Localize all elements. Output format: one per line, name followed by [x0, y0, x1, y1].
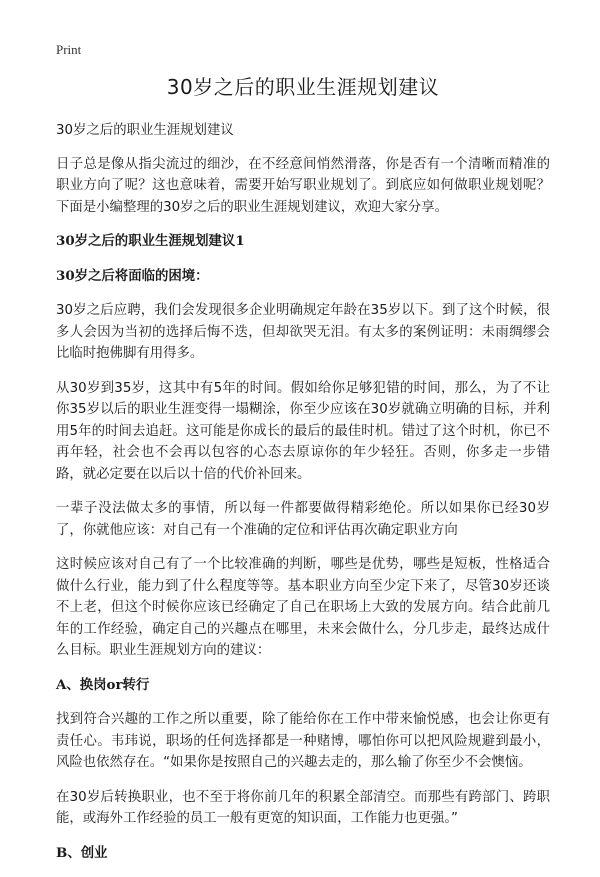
page-title: 30岁之后的职业生涯规划建议 [166, 75, 440, 99]
body-paragraph: 一辈子没法做太多的事情，所以每一件都要做得精彩绝伦。所以如果你已经30岁了，你就他应该：对自己有一个准确的定位和评估再次确定职业方向 [56, 501, 550, 538]
print-label[interactable]: Print [56, 42, 82, 57]
document-page [56, 42, 550, 877]
section-heading: 30岁之后的职业生涯规划建议1 [56, 233, 245, 249]
body-paragraph: 在30岁后转换职业，也不至于将你前几年的积累全部清空。而那些有跨部门、跨职能，或海外工作经验的员工一般有更宽的知识面，工作能力也更强。” [56, 789, 550, 826]
body-paragraph: 从30岁到35岁，这其中有5年的时间。假如给你足够犯错的时间，那么，为了不让你35岁以后的职业生涯变得一塌糊涂，你至少应该在30岁就确立明确的目标，并利用5年的时间去追赶。这可能是你成长的最后的最佳时机。错过了这个时机，你已不再年轻，社会也不会再以包容的心态去原谅你的年少轻狂。否则，你多走一步错路，就必定要在以后以十倍的代价补回来。 [56, 380, 550, 482]
body-paragraph: 这时候应该对自己有了一个比较准确的判断，哪些是优势，哪些是短板，性格适合做什么行业，能力到了什么程度等等。基本职业方向至少定下来了，尽管30岁还谈不上老，但这个时候你应该已经确定了自己在职场上大致的发展方向。结合此前几年的工作经验，确定自己的兴趣点在哪里，未来会做什么，分几步走，最终达成什么目标。职业生涯规划方向的建议： [56, 557, 550, 658]
subsection-heading-a: A、换岗or转行 [56, 676, 150, 693]
intro-paragraph: 日子总是像从指尖流过的细沙，在不经意间悄然滑落，你是否有一个清晰而精准的职业方向了呢？这也意味着，需要开始写职业规划了。到底应如何做职业规划呢？下面是小编整理的30岁之后的职业生涯规划建议，欢迎大家分享。 [56, 156, 550, 215]
body-paragraph: 30岁之后应聘，我们会发现很多企业明确规定年龄在35岁以下。到了这个时候，很多人会因为当初的选择后悔不迭，但却欲哭无泪。有太多的案例证明：未雨绸缪会比临时抱佛脚有用得多。 [56, 303, 550, 361]
subsection-heading-b: B、创业 [56, 844, 108, 861]
body-paragraph: 找到符合兴趣的工作之所以重要，除了能给你在工作中带来愉悦感，也会让你更有责任心。韦玮说，职场的任何选择都是一种赌博，哪怕你可以把风险规避到最小，风险也依然存在。“如果你是按照自己的兴趣去走的，那么输了你至少不会懊恼。 [56, 712, 550, 770]
document-subtitle: 30岁之后的职业生涯规划建议 [56, 123, 234, 138]
section-subheading: 30岁之后将面临的困境： [56, 267, 209, 284]
